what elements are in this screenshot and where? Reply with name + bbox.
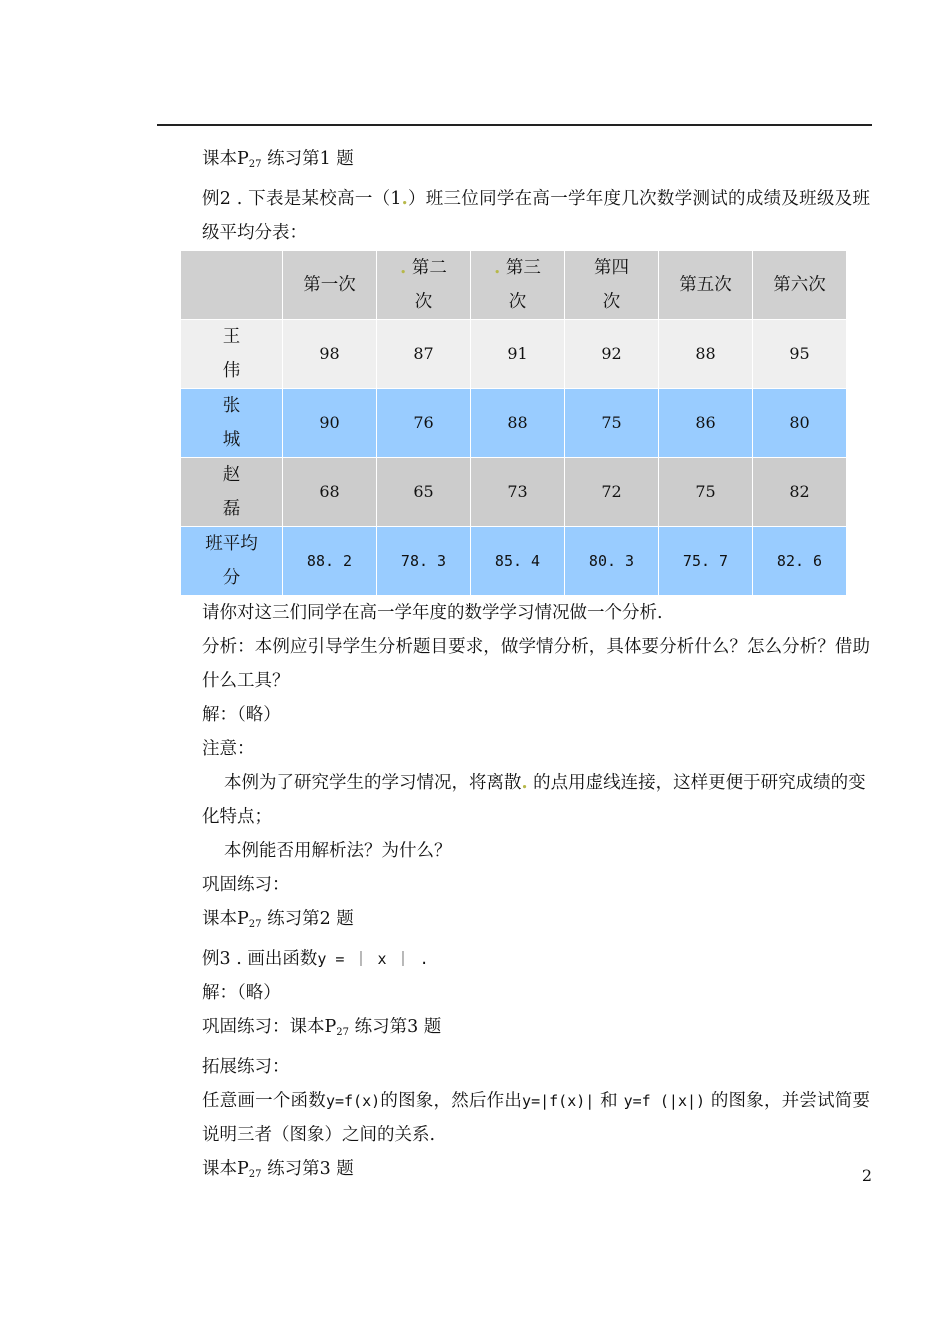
score-cell: 88. 2 <box>283 527 377 596</box>
score-cell: 82. 6 <box>753 527 847 596</box>
score-cell: 75 <box>659 458 753 527</box>
score-cell: 87 <box>377 320 471 389</box>
row-name-cell: 班平均分 <box>181 527 283 596</box>
line-consolidate-2: 巩固练习：课本$P_{27}$ 练习第3 题 <box>202 1017 442 1038</box>
line-solution-2: 解：（略） <box>202 983 281 1003</box>
line-textbook-ref-3: 课本$P_{27}$ 练习第3 题 <box>202 1159 354 1180</box>
score-cell: 73 <box>471 458 565 527</box>
score-cell: 91 <box>471 320 565 389</box>
line-analysis-request: 请你对这三们同学在高一学年度的数学学习情况做一个分析. <box>202 603 663 623</box>
line-note-2: 本例能否用解析法？为什么？ <box>224 841 452 861</box>
score-cell: 85. 4 <box>471 527 565 596</box>
score-cell: 88 <box>471 389 565 458</box>
score-cell: 88 <box>659 320 753 389</box>
score-cell: 78. 3 <box>377 527 471 596</box>
line-extension-title: 拓展练习： <box>202 1057 290 1077</box>
example-3: 例3 . 画出函数y = ｜ x ｜ . <box>202 949 429 969</box>
page-content <box>180 142 870 1192</box>
line-note-title: 注意： <box>202 739 255 759</box>
row-name-cell: 张城 <box>181 389 283 458</box>
score-cell: 98 <box>283 320 377 389</box>
score-cell: 95 <box>753 320 847 389</box>
table-header-cell: 第五次 <box>659 251 753 320</box>
table-row <box>181 389 847 458</box>
score-cell: 92 <box>565 320 659 389</box>
score-cell: 82 <box>753 458 847 527</box>
line-consolidate: 巩固练习： <box>202 875 290 895</box>
row-name-cell: 王伟 <box>181 320 283 389</box>
score-cell: 65 <box>377 458 471 527</box>
table-header-cell <box>181 251 283 320</box>
table-header-cell: 第六次 <box>753 251 847 320</box>
table-row <box>181 527 847 596</box>
score-cell: 90 <box>283 389 377 458</box>
table-header-row <box>181 251 847 320</box>
page-number: 2 <box>861 1166 872 1185</box>
table-header-cell: 第一次 <box>283 251 377 320</box>
line-analysis: 分析：本例应引导学生分析题目要求，做学情分析，具体要分析什么？怎么分析？借助什么工具？ <box>202 637 870 691</box>
row-name-cell: 赵磊 <box>181 458 283 527</box>
score-cell: 75. 7 <box>659 527 753 596</box>
score-cell: 86 <box>659 389 753 458</box>
score-cell: 80. 3 <box>565 527 659 596</box>
table-row <box>181 458 847 527</box>
score-cell: 80 <box>753 389 847 458</box>
score-cell: 75 <box>565 389 659 458</box>
line-solution: 解：（略） <box>202 705 281 725</box>
score-cell: 76 <box>377 389 471 458</box>
header-rule <box>157 124 872 126</box>
score-cell: 68 <box>283 458 377 527</box>
line-note-1: 本例为了研究学生的学习情况，将离散. 的点用虚线连接，这样更便于研究成绩的变化特点； <box>202 773 866 827</box>
line-textbook-ref-1: 课本$P_{27}$ 练习第1 题 <box>202 149 354 170</box>
example-2-intro: 例2 . 下表是某校高一（1.）班三位同学在高一学年度几次数学测试的成绩及班级及班级平均分表： <box>202 189 870 243</box>
line-textbook-ref-2: 课本$P_{27}$ 练习第2 题 <box>202 909 354 930</box>
table-header-cell: 第四次 <box>565 251 659 320</box>
score-table <box>180 250 847 596</box>
score-cell: 72 <box>565 458 659 527</box>
table-row <box>181 320 847 389</box>
table-header-cell: . 第二次 <box>377 251 471 320</box>
line-extension-task: 任意画一个函数y=f(x)的图象，然后作出y=|f(x)| 和 y=f (|x|) 的图象，并尝试简要说明三者（图象）之间的关系. <box>202 1091 871 1145</box>
table-header-cell: . 第三次 <box>471 251 565 320</box>
